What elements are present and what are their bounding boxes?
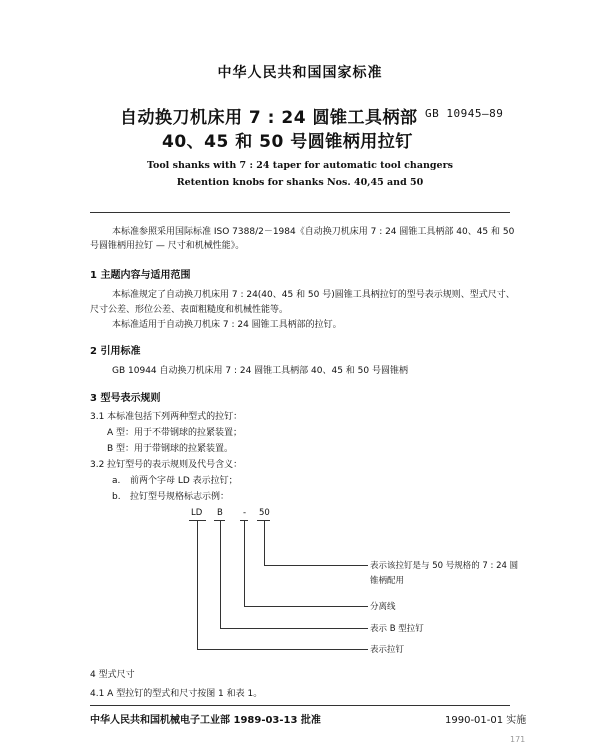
footer-effective-date: 1990-01-01 实施	[445, 715, 527, 726]
code-ld: LD	[191, 508, 203, 518]
code-dash: -	[243, 508, 247, 518]
label-b: 表示 B 型拉钉	[370, 624, 424, 634]
page-number: 171	[510, 735, 526, 744]
code-50: 50	[259, 508, 270, 518]
leader-50-horizontal	[264, 565, 368, 566]
section-3-2-b: 拉钉型号规格标志示例：	[130, 492, 230, 502]
label-50-line2: 锥柄配用	[370, 576, 405, 586]
title-en-line2: Retention knobs for shanks Nos. 40,45 and 50	[176, 177, 424, 188]
label-50-line1: 表示该拉钉是与 50 号规格的 7 : 24 圆	[370, 561, 519, 571]
intro-line2: 号圆锥柄用拉钉 — 尺寸和机械性能》。	[90, 241, 245, 251]
section-2-title: 2 引用标准	[90, 346, 141, 357]
section-3-2-a: 前两个字母 LD 表示拉钉；	[130, 476, 238, 486]
section-1-para2: 本标准适用于自动换刀机床 7 : 24 圆锥工具柄部的拉钉。	[112, 320, 342, 330]
section-4-1: 4.1 A 型拉钉的型式和尺寸按图 1 和表 1。	[90, 689, 263, 699]
intro-line1: 本标准参照采用国际标准 ISO 7388/2－1984《自动换刀机床用 7 : 24 圆锥工具柄部 40、45 和 50	[112, 227, 515, 237]
leader-ld-vertical	[197, 521, 198, 649]
section-3-2-a-marker: a.	[112, 476, 121, 486]
leader-b-vertical	[220, 521, 221, 628]
section-3-1: 3.1 本标准包括下列两种型式的拉钉：	[90, 412, 243, 422]
standard-category-title: 中华人民共和国国家标准	[217, 65, 383, 81]
footer-divider	[90, 705, 510, 706]
section-3-2-b-marker: b.	[112, 492, 121, 502]
section-3-1-b: B 型：用于带钢球的拉紧装置。	[107, 444, 234, 454]
leader-ld-horizontal	[197, 649, 368, 650]
section-1-title: 1 主题内容与适用范围	[90, 270, 191, 281]
label-dash: 分离线	[370, 602, 396, 612]
title-cn-line2: 40、45 和 50 号圆锥柄用拉钉	[162, 132, 413, 152]
title-cn-line1: 自动换刀机床用 7 : 24 圆锥工具柄部	[120, 108, 418, 128]
label-ld: 表示拉钉	[370, 645, 405, 655]
footer-issuer: 中华人民共和国机械电子工业部 1989-03-13 批准	[90, 715, 321, 726]
section-1-para1-line1: 本标准规定了自动换刀机床用 7 : 24(40、45 和 50 号)圆锥工具柄拉钉的型号表示规则、型式尺寸、	[112, 290, 515, 300]
section-4-title: 4 型式尺寸	[90, 670, 135, 680]
header-divider	[90, 212, 510, 213]
section-3-1-a: A 型：用于不带钢球的拉紧装置；	[107, 428, 243, 438]
section-3-title: 3 型号表示规则	[90, 393, 161, 404]
section-3-2: 3.2 拉钉型号的表示规则及代号含义：	[90, 460, 243, 470]
leader-dash-vertical	[244, 521, 245, 606]
section-1-para1-line2: 尺寸公差、形位公差、表面粗糙度和机械性能等。	[90, 305, 289, 315]
section-2-para1: GB 10944 自动换刀机床用 7 : 24 圆锥工具柄部 40、45 和 50 号圆锥柄	[112, 366, 408, 376]
leader-dash-horizontal	[244, 606, 368, 607]
title-en-line1: Tool shanks with 7 : 24 taper for automatic tool changers	[147, 160, 453, 171]
standard-code: GB 10945—89	[425, 107, 504, 120]
leader-b-horizontal	[220, 628, 368, 629]
code-b: B	[217, 508, 223, 518]
leader-50-vertical	[264, 521, 265, 565]
